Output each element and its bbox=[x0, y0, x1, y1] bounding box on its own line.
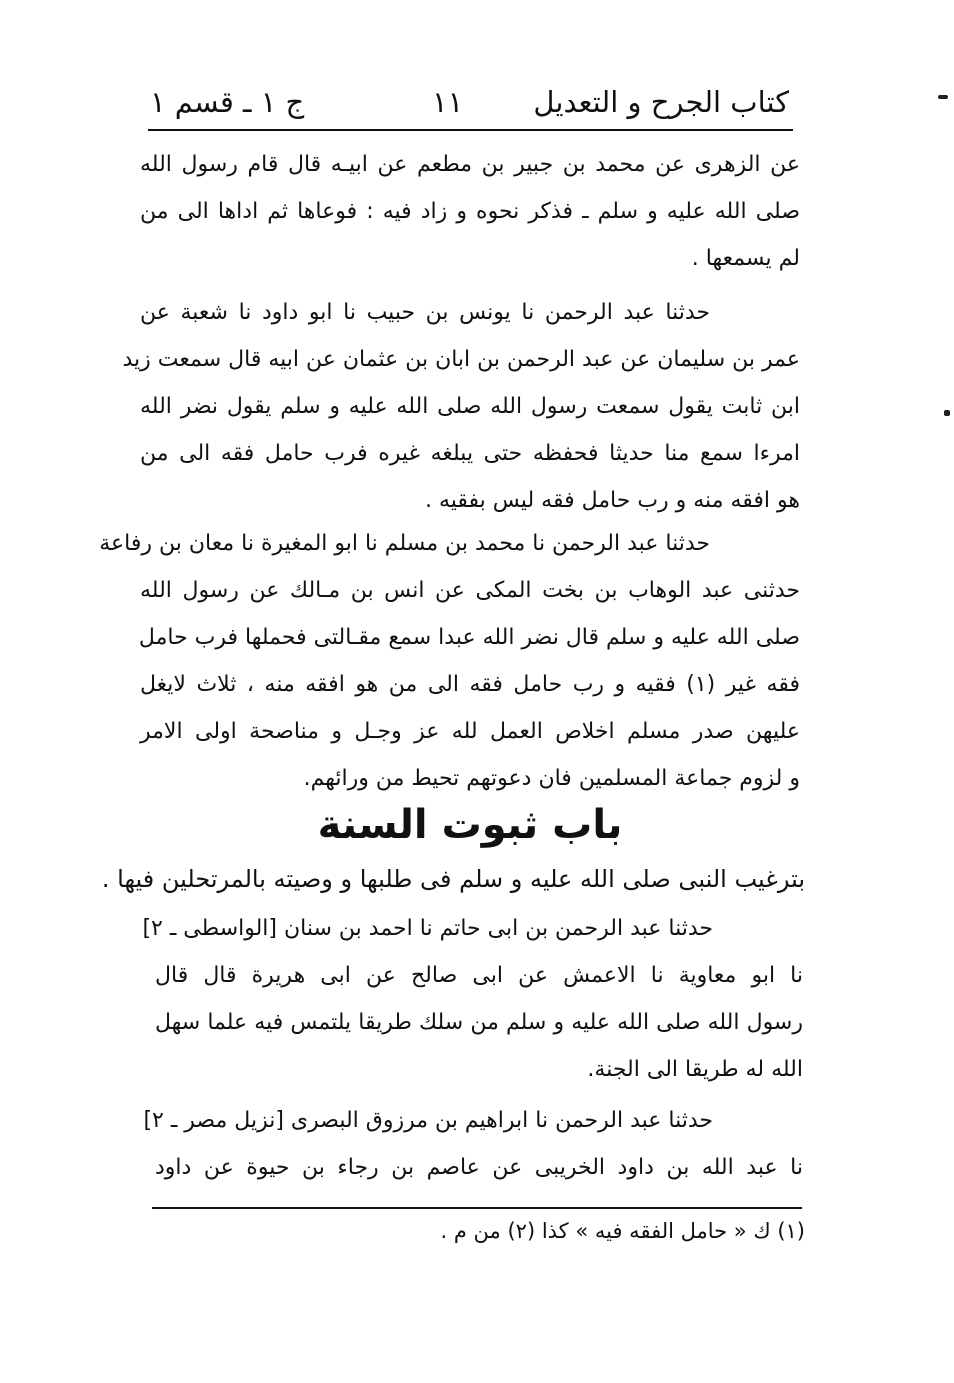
section-subheading: بترغيب النبى صلى الله عليه و سلم فى طلبها و وصيته بالمرتحلين فيها . bbox=[101, 865, 805, 893]
running-header bbox=[150, 78, 795, 126]
scan-speck bbox=[938, 95, 948, 99]
footnote: (١) ك « حامل الفقه فيه » كذا (٢) من م . bbox=[440, 1219, 805, 1243]
volume-part: ج ١ ـ قسم ١ bbox=[150, 85, 305, 119]
text-line: امرءا سمع منا حديثا فحفظه حتى يبلغه غيره فرب حامل فقه الى من bbox=[140, 441, 800, 466]
paragraph-5 bbox=[143, 1097, 803, 1191]
section-heading: باب ثبوت السنة bbox=[317, 802, 623, 848]
text-line: لم يسمعها . bbox=[691, 246, 800, 271]
text-line: صلى الله عليه و سلم ـ فذكر نحوه و زاد فيه : فوعاها ثم اداها الى من bbox=[140, 199, 800, 224]
paragraph-3 bbox=[99, 520, 800, 802]
scan-speck bbox=[944, 410, 950, 416]
paragraph-2 bbox=[122, 289, 800, 524]
paragraph-4 bbox=[142, 905, 803, 1093]
text-line: هو افقه منه و رب حامل فقه ليس بفقيه . bbox=[424, 488, 800, 513]
paragraph-1 bbox=[140, 141, 800, 282]
text-line: حدثنا عبد الرحمن نا محمد بن مسلم نا ابو المغيرة نا معان بن رفاعة bbox=[99, 531, 710, 556]
text-line: الله له طريقا الى الجنة. bbox=[587, 1057, 803, 1082]
text-line: نا ابو معاوية نا الاعمش عن ابى صالح عن ابى هريرة قال قال bbox=[155, 963, 803, 988]
text-line: ابن ثابت يقول سمعت رسول الله صلى الله عليه و سلم يقول نضر الله bbox=[140, 394, 800, 419]
book-title: كتاب الجرح و التعديل bbox=[533, 85, 789, 119]
footnote-rule bbox=[152, 1207, 802, 1209]
text-line: عمر بن سليمان عن عبد الرحمن بن ابان بن عثمان عن ابيه قال سمعت زيد bbox=[122, 347, 800, 372]
text-line: صلى الله عليه و سلم قال نضر الله عبدا سمع مقـالتى فحملها فرب حامل bbox=[138, 625, 800, 650]
text-line: حدثنى عبد الوهاب بن بخت المكى عن انس بن مـالك عن رسول الله bbox=[140, 578, 800, 603]
text-line: عليهن صدر مسلم اخلاص العمل لله عز وجـل و مناصحة اولى الامر bbox=[140, 719, 800, 744]
text-line: عن الزهرى عن محمد بن جبير بن مطعم عن ابيـه قال قام رسول الله bbox=[140, 152, 800, 177]
text-line: حدثنا عبد الرحمن نا يونس بن حبيب نا ابو داود نا شعبة عن bbox=[140, 300, 710, 325]
text-line: و لزوم جماعة المسلمين فان دعوتهم تحيط من ورائهم. bbox=[303, 766, 800, 791]
header-rule bbox=[148, 129, 793, 131]
text-line: فقه غير (١) فقيه و رب حامل فقه الى من هو افقه منه ، ثلاث لايغل bbox=[140, 672, 800, 697]
page-number: ١١ bbox=[432, 85, 464, 119]
text-line: حدثنا عبد الرحمن نا ابراهيم بن مرزوق البصرى [نزيل مصر ـ ٢] bbox=[143, 1108, 713, 1133]
text-line: نا عبد الله بن داود الخريبى عن عاصم بن رجاء بن حيوة عن داود bbox=[155, 1155, 803, 1180]
text-line: حدثنا عبد الرحمن بن ابى حاتم نا احمد بن سنان [الواسطى ـ ٢] bbox=[142, 916, 713, 941]
text-line: رسول الله صلى الله عليه و سلم من سلك طريقا يلتمس فيه علما سهل bbox=[155, 1010, 803, 1035]
